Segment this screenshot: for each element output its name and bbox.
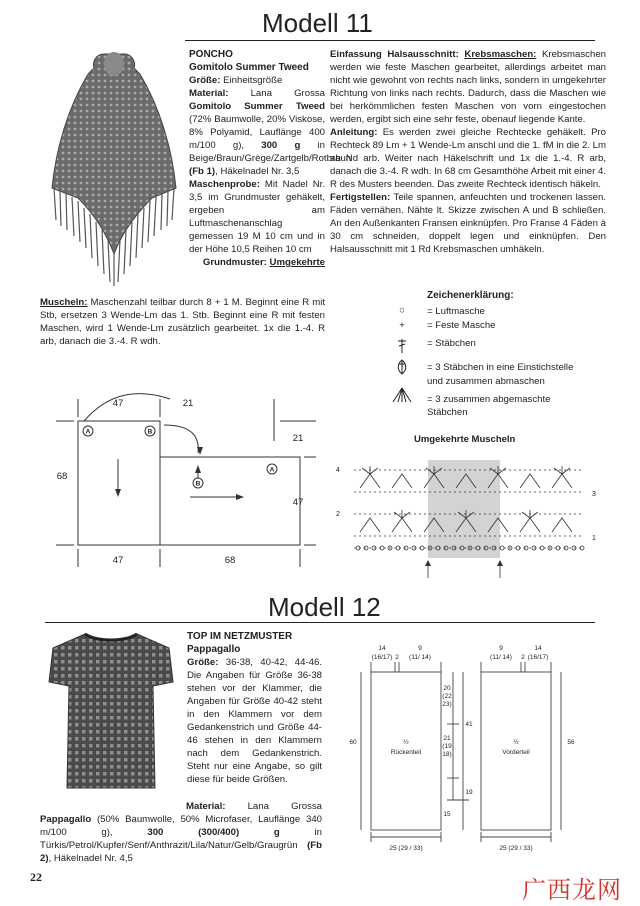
mid-b-sub2: 18) xyxy=(442,751,452,758)
top-material-label: Material: xyxy=(186,801,226,812)
top-material-text: (50% Baumwolle, 50% Microfaser, Lauflänge 340 m/100 g), xyxy=(40,814,322,838)
back-top-mid2-sub: (11/ 14) xyxy=(409,654,431,661)
legend-title: Zeichenerklärung: xyxy=(427,290,514,301)
material-brand: Lana Grossa xyxy=(250,88,325,99)
top-photo xyxy=(45,630,177,792)
dim-47-right: 47 xyxy=(292,497,304,508)
dim-47-top: 47 xyxy=(112,398,124,409)
back-top-mid2: 9 xyxy=(418,645,422,652)
row-label-4: 4 xyxy=(336,467,340,474)
muscheln-label: Muscheln: xyxy=(40,297,88,308)
fertig-para xyxy=(330,191,606,256)
legend-text-0: = Luftmasche xyxy=(427,306,485,317)
top-material xyxy=(40,800,322,865)
watermark: 广西龙网 xyxy=(522,876,622,904)
legend-text-4: und zusammen abmaschen xyxy=(427,376,545,387)
top-material-hook: , Häkelnadel Nr. 4,5 xyxy=(48,853,133,864)
mid-c: 19 xyxy=(465,789,473,796)
material-label: Material: xyxy=(189,88,229,99)
cluster-icon xyxy=(395,358,409,380)
back-top-mid: 2 xyxy=(395,654,399,661)
einfassung-label: Einfassung Halsausschnitt: xyxy=(330,49,459,60)
poncho-info-block xyxy=(189,48,352,269)
einfassung-sub: Krebsmaschen: xyxy=(464,49,537,60)
material-text: (72% Baumwolle, 20% Viskose, 8% Polyamid, Lauflänge 400 m/100 g), xyxy=(189,114,325,151)
front-bottom: 25 (29 / 33) xyxy=(499,845,533,852)
poncho-grund xyxy=(189,256,325,269)
page-number: 22 xyxy=(30,870,42,884)
legend-text-5: = 3 zusammen abgemaschte xyxy=(427,394,551,405)
probe-text: Mit Nadel Nr. 3,5 im Grundmuster gehäkelt, ergeben am Luftmaschenanschlag gemessen 19 M 10 cm und in der Höhe 10,5 Reihen 10 cm xyxy=(189,179,325,255)
anleitung-para xyxy=(330,126,606,191)
top-size-text: 36-38, 40-42, 44-46. Die Angaben für Größe 36-38 stehen vor der Klammer, die Angaben für Größe 40-42 steht in den Klammern vor dem Gedankenstrich und Größe 44-46 stehen in den Klammern nach dem Gedankenstrich. Steht nur eine Angabe, so gilt diese für beide Größen. xyxy=(187,657,322,785)
front-top-mid: 9 xyxy=(499,645,503,652)
top-info-block xyxy=(187,630,322,786)
title-rule-top xyxy=(185,40,595,41)
probe-label: Maschenprobe: xyxy=(189,179,260,190)
dim-47-bottom: 47 xyxy=(112,555,124,566)
front-top-mid2: 2 xyxy=(521,654,525,661)
grund-value: Umgekehrte xyxy=(269,257,325,268)
dim-68-left: 68 xyxy=(56,471,68,482)
crochet-chart xyxy=(330,448,610,584)
mid-total: 41 xyxy=(465,721,473,728)
top-material-brand: Lana Grossa xyxy=(247,801,322,812)
mark-a-1: A xyxy=(85,428,91,436)
dim-21-right: 21 xyxy=(292,433,304,444)
top-yarn: Pappagallo xyxy=(187,644,241,655)
front-top-right-sub: (16/17) xyxy=(527,654,549,661)
fertig-text: Teile spannen, anfeuchten und trockenen lassen. Fäden vernähen. Nähte lt. Skizze zwischen A und B schließen. An den Außenkanten Fransen einknüpfen. Pro Franse 4 Fäden à 30 cm schneiden, doppelt legen und einknüpfen. Den Halsausschnitt mit 1 Rd Krebsmaschen umhäkeln. xyxy=(330,192,606,255)
fertig-label: Fertigstellen: xyxy=(330,192,391,203)
legend-text-6: Stäbchen xyxy=(427,407,468,418)
legend xyxy=(395,290,595,420)
row-label-2: 2 xyxy=(336,511,340,518)
chart-title: Umgekehrte Muscheln xyxy=(414,434,516,445)
modell-12-title: Modell 12 xyxy=(268,592,381,622)
mid-a-sub1: (22 xyxy=(442,693,452,700)
material-colors: in Beige/Braun/Grège/Zartgelb/Rotbraun xyxy=(189,140,352,164)
mid-d: 15 xyxy=(443,811,451,818)
top-schematic xyxy=(335,632,610,854)
row-label-1: 1 xyxy=(592,535,596,542)
front-label-half: ½ xyxy=(513,739,519,746)
top-material-amount: 300 (300/400) g xyxy=(147,827,280,838)
legend-text-3: = 3 Stäbchen in eine Einstichstelle xyxy=(427,362,574,373)
poncho-instructions xyxy=(330,48,606,256)
dim-68-bottom: 68 xyxy=(224,555,236,566)
einfassung-para xyxy=(330,48,606,126)
material-amount: 300 g xyxy=(261,140,301,151)
dim-21-top: 21 xyxy=(182,398,194,409)
top-size xyxy=(187,656,322,786)
mark-b-2: B xyxy=(195,480,201,488)
mid-b-sub1: (19 xyxy=(442,743,452,750)
back-top-left-sub: (16/17) xyxy=(371,654,393,661)
poncho-probe xyxy=(189,178,325,256)
poncho-photo xyxy=(48,48,180,288)
modell-11-title: Modell 11 xyxy=(262,8,373,38)
front-top-right: 14 xyxy=(534,645,542,652)
fan-icon xyxy=(391,386,413,408)
poncho-material xyxy=(189,87,352,178)
front-top-mid-sub: (11/ 14) xyxy=(490,654,512,661)
material-hook: , Häkelnadel Nr. 3,5 xyxy=(215,166,300,177)
title-rule-bottom xyxy=(45,622,595,623)
circle-icon: ○ xyxy=(399,305,405,316)
legend-text-2: = Stäbchen xyxy=(427,338,476,349)
mid-a-sub2: 23) xyxy=(442,701,452,708)
back-height: 60 xyxy=(349,739,357,746)
poncho-yarn: Gomitolo Summer Tweed xyxy=(189,62,309,73)
mark-a-2: A xyxy=(269,466,275,474)
mid-b: 21 xyxy=(443,735,451,742)
muscheln-block xyxy=(40,296,325,348)
material-brand-bold: Gomitolo Summer Tweed xyxy=(189,101,325,112)
legend-text-1: = Feste Masche xyxy=(427,320,496,331)
poncho-assembly-diagram xyxy=(40,385,340,575)
anleitung-text: Es werden zwei gleiche Rechtecke gehäkelt. Pro Rechteck 89 Lm + 1 Wende-Lm anschl und die 1. fM in die 2. Lm ab Nd arb. Weiter nach Häkelschrift und 1x die 1.-4. R arb, danach die 3.-4. R wdh. In 68 cm Gesamthöhe Arbeit mit einer 4. R des Musters beenden. Das zweite Rechteck identisch häkeln. xyxy=(330,127,606,190)
muscheln-text: Maschenzahl teilbar durch 8 + 1 M. Beginnt eine R mit Stb, ersetzen 3 Wende-Lm das 1. Stb. Beginnt eine R mit festen Maschen, wird 1 Wende-Lm zusätzlich gearbeitet. 1x die 1.-4. R arb, danach die 3.-4. R wdh. xyxy=(40,297,325,347)
einfassung-text: Krebsmaschen werden wie feste Maschen gearbeitet, allerdings arbeitet man nicht wie gewohnt von rechts nach links, sondern in umgekehrter Richtung von links nach rechts. Dadurch, dass die Maschen wie bei herkömmlichen festen Maschen von vorn eingestochen werden, ergibt sich eine sehr feste, obenauf liegende Kante. xyxy=(330,49,606,125)
back-label: Rückenteil xyxy=(390,749,422,756)
poncho-name: PONCHO xyxy=(189,49,233,60)
poncho-size xyxy=(189,74,325,87)
back-label-half: ½ xyxy=(403,739,409,746)
top-material-brand-bold: Pappagallo xyxy=(40,814,92,825)
plus-icon: + xyxy=(399,320,405,331)
front-label: Vorderteil xyxy=(502,749,530,756)
top-name: TOP IM NETZMUSTER xyxy=(187,631,293,642)
back-top-left: 14 xyxy=(378,645,386,652)
top-material-fb: (Fb 2) xyxy=(40,840,322,864)
top-size-label: Größe: xyxy=(187,657,219,668)
back-bottom: 25 (29 / 33) xyxy=(389,845,423,852)
front-height: 56 xyxy=(567,739,575,746)
size-value: Einheitsgröße xyxy=(223,75,283,86)
top-material-colors: in Türkis/Petrol/Kupfer/Senf/Anthrazit/Lila/Natur/Gelb/Graugrün xyxy=(40,827,322,851)
material-fb: (Fb 1) xyxy=(189,166,216,177)
anleitung-label: Anleitung: xyxy=(330,127,378,138)
mark-b-1: B xyxy=(147,428,153,436)
grund-label: Grundmuster: xyxy=(202,257,267,268)
size-label: Größe: xyxy=(189,75,221,86)
row-label-3: 3 xyxy=(592,491,596,498)
treble-icon xyxy=(395,338,409,358)
mid-a: 20 xyxy=(443,685,451,692)
